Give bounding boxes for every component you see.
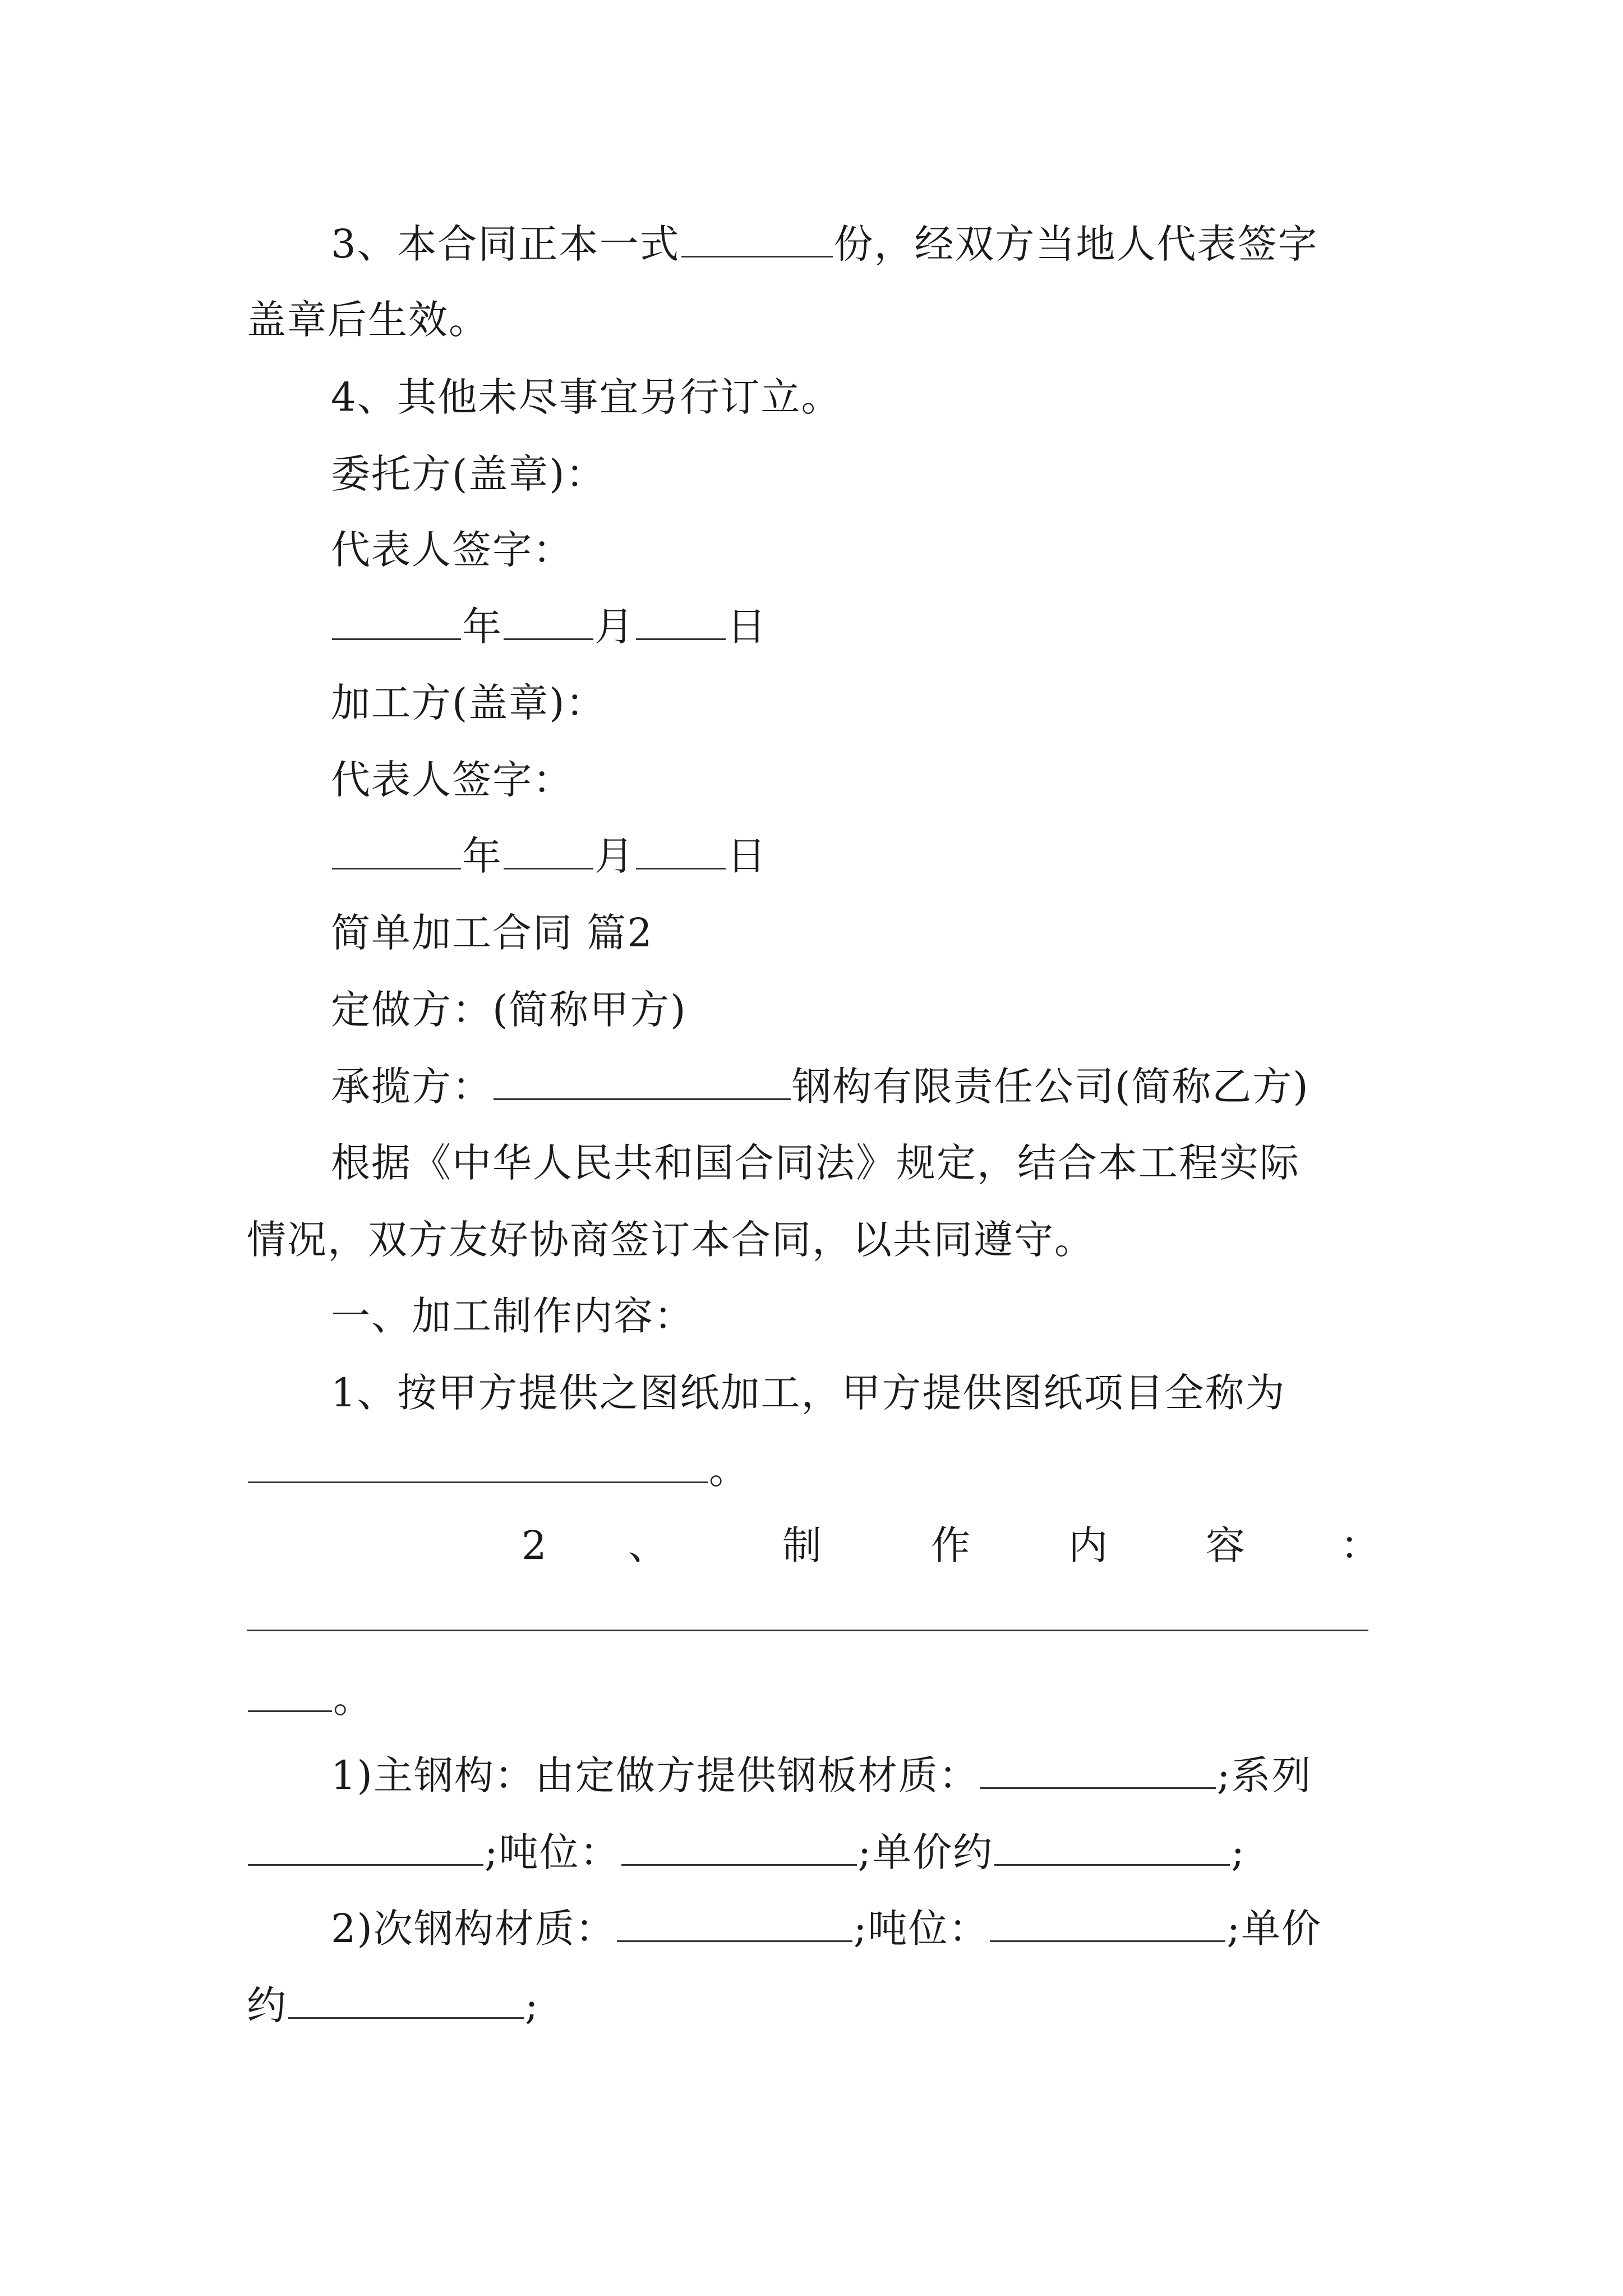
blank-long-line xyxy=(247,1630,1368,1631)
party-a xyxy=(0,982,1623,1038)
item-1-cont xyxy=(0,1442,1623,1498)
client-signature-label xyxy=(0,522,1623,578)
text: 日 xyxy=(727,833,767,879)
preamble xyxy=(0,1135,1623,1191)
text: 一、加工制作内容： xyxy=(331,1293,694,1339)
text: ; xyxy=(525,1982,540,2028)
text: 4、其他未尽事宜另行订立。 xyxy=(331,374,842,420)
text: 盖章后生效。 xyxy=(247,297,489,343)
item-1 xyxy=(0,1365,1623,1421)
paragraph-other xyxy=(0,369,1623,425)
text: 1)主钢构：由定做方提供钢板材质： xyxy=(331,1752,979,1798)
section-heading xyxy=(0,905,1623,961)
blank-price xyxy=(994,1825,1230,1866)
text: 1、按甲方提供之图纸加工，甲方提供图纸项目全称为 xyxy=(331,1370,1286,1416)
text: 简单加工合同 篇2 xyxy=(331,910,653,956)
text: 内 xyxy=(1068,1522,1108,1568)
main-steel xyxy=(0,1747,1623,1803)
text: 。 xyxy=(709,1447,749,1493)
text: ： xyxy=(1340,1522,1380,1568)
blank-year xyxy=(332,829,461,869)
text: 年 xyxy=(462,604,502,650)
secondary-steel xyxy=(0,1901,1623,1957)
blank-month xyxy=(504,599,593,640)
text: 委托方(盖章)： xyxy=(331,451,606,497)
text: 2)次钢构材质： xyxy=(331,1906,616,1952)
blank-price xyxy=(288,1978,524,2019)
paragraph-copies-cont xyxy=(0,292,1623,348)
blank-field xyxy=(248,1671,332,1712)
text: ; xyxy=(1231,1829,1246,1875)
text: 容 xyxy=(1206,1522,1245,1568)
blank-company xyxy=(494,1059,791,1100)
processor-signature-label xyxy=(0,752,1623,808)
text: 。 xyxy=(333,1676,374,1722)
blank-tonnage xyxy=(621,1825,857,1866)
text: 约 xyxy=(247,1982,287,2028)
text: 份，经双方当地人代表签字 xyxy=(833,221,1318,267)
text: 年 xyxy=(462,833,502,879)
blank-series xyxy=(248,1825,483,1866)
item-2-cont xyxy=(0,1671,1623,1727)
text: ;吨位： xyxy=(853,1906,989,1952)
text: ;单价 xyxy=(1227,1906,1322,1952)
text: 钢构有限责任公司(简称乙方) xyxy=(792,1064,1310,1110)
blank-day xyxy=(636,829,726,869)
blank-month xyxy=(504,829,593,869)
blank-project-name xyxy=(248,1442,708,1483)
processor-seal-label xyxy=(0,675,1623,731)
client-date xyxy=(0,599,1623,655)
paragraph-copies xyxy=(0,216,1623,272)
text: 情况，双方友好协商签订本合同，以共同遵守。 xyxy=(247,1217,1095,1263)
text: ;单价约 xyxy=(857,1829,994,1875)
blank-material xyxy=(980,1748,1216,1789)
text: 日 xyxy=(727,604,767,650)
secondary-steel-cont xyxy=(0,1977,1623,2033)
text: 代表人签字： xyxy=(331,757,573,803)
party-b xyxy=(0,1059,1623,1115)
blank-material xyxy=(617,1901,852,1942)
blank-day xyxy=(636,599,726,640)
blank-year xyxy=(332,599,461,640)
text: 加工方(盖章)： xyxy=(331,680,606,726)
text: 代表人签字： xyxy=(331,527,573,573)
text: 根据《中华人民共和国合同法》规定，结合本工程实际 xyxy=(331,1140,1300,1186)
text: 作 xyxy=(931,1522,970,1568)
processor-date xyxy=(0,828,1623,884)
text: 月 xyxy=(594,833,635,879)
client-seal-label xyxy=(0,446,1623,502)
blank-tonnage xyxy=(990,1901,1225,1942)
text: 、 xyxy=(628,1522,667,1568)
preamble-cont xyxy=(0,1212,1623,1268)
text: ;吨位： xyxy=(485,1829,620,1875)
text: 定做方：(简称甲方) xyxy=(331,987,687,1033)
text: 2 xyxy=(522,1522,547,1568)
main-steel-cont xyxy=(0,1824,1623,1880)
text: 制 xyxy=(782,1522,822,1568)
text: 月 xyxy=(594,604,635,650)
text: 承揽方： xyxy=(331,1064,492,1110)
text: ;系列 xyxy=(1216,1752,1312,1798)
clause-heading xyxy=(0,1288,1623,1344)
blank-field xyxy=(681,217,833,257)
text: 3、本合同正本一式 xyxy=(331,221,680,267)
